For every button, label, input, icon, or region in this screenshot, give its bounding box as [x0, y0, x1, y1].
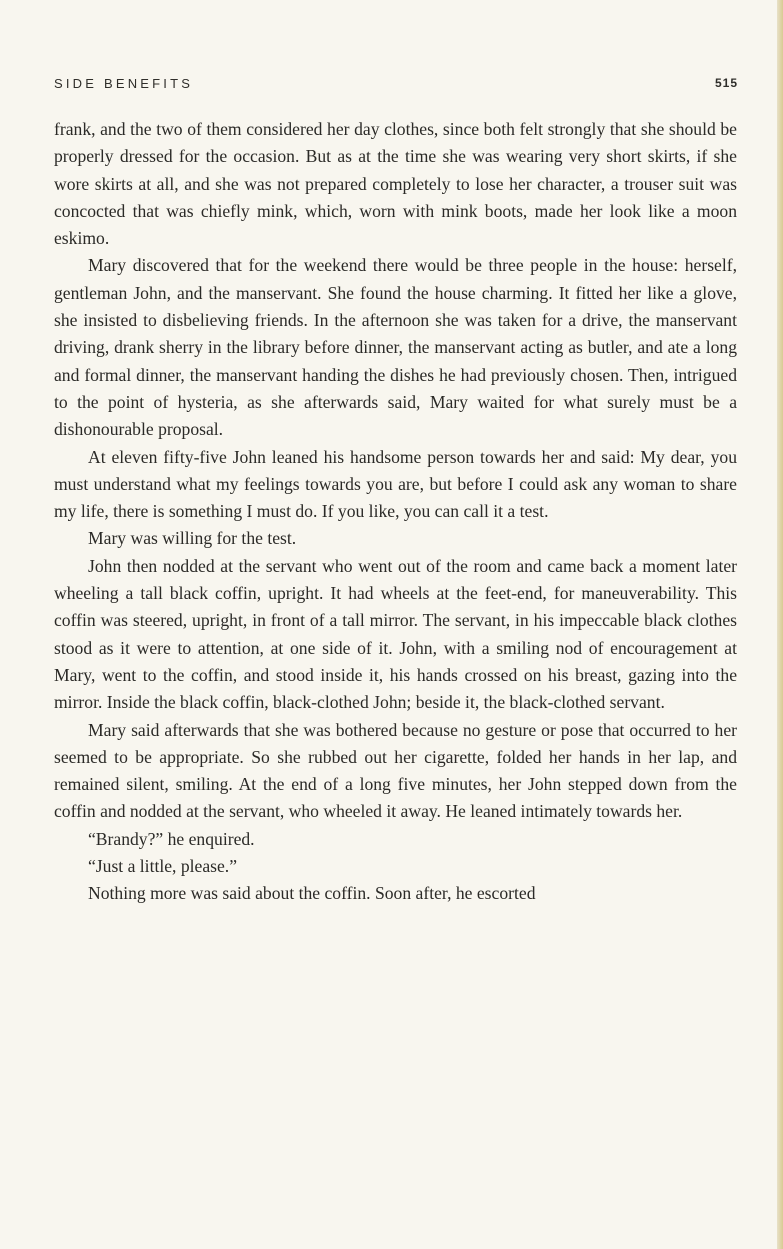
- paragraph: Nothing more was said about the coffin. Soon after, he escorted: [88, 883, 536, 904]
- paragraph: Mary discovered that for the weekend there would be three people in the house: herself, gentleman John, and the manservant. She found the house charming. It fitted her like a glove, she insisted to disbelieving friends. In the afternoon she was taken for a drive, the manservant driving, drank sherry in the library before dinner, the manservant acting as butler, and ate a long and formal dinner, the manservant handing the dishes he had previously chosen. Then, intrigued to the point of hysteria, as she afterwards said, Mary waited for what surely must be a dishonourable proposal.: [54, 255, 737, 440]
- running-head: [54, 76, 738, 96]
- paragraph: Mary said afterwards that she was bothered because no gesture or pose that occurred to her seemed to be appropriate. So she rubbed out her cigarette, folded her hands in her lap, and remained silent, smiling. At the end of a long five minutes, her John stepped down from the coffin and nodded at the servant, who wheeled it away. He leaned intimately towards her.: [54, 719, 737, 822]
- paragraph: John then nodded at the servant who went out of the room and came back a moment later wheeling a tall black coffin, upright. It had wheels at the feet-end, for maneuverability. This coffin was steered, upright, in front of a tall mirror. The servant, in his impeccable black clothes stood as it were to attention, at one side of it. John, with a smiling nod of encouragement at Mary, went to the coffin, and stood inside it, his hands crossed on his breast, gazing into the mirror. Inside the black coffin, black-clothed John; beside it, the black-clothed servant.: [54, 555, 737, 713]
- body-text: [54, 116, 737, 908]
- dialogue-line: “Brandy?” he enquired.: [88, 828, 255, 849]
- page-edge: [777, 0, 783, 1249]
- page-number: 515: [714, 76, 738, 90]
- running-head-title: SIDE BENEFITS: [54, 76, 194, 91]
- dialogue-line: “Just a little, please.”: [88, 856, 238, 877]
- paragraph: frank, and the two of them considered her day clothes, since both felt strongly that she should be properly dressed for the occasion. But as at the time she was wearing very short skirts, if she wore skirts at all, and she was not prepared completely to lose her character, a trouser suit was concocted that was chiefly mink, which, worn with mink boots, made her look like a moon eskimo.: [54, 119, 737, 249]
- paragraph: At eleven fifty-five John leaned his handsome person towards her and said: My dear, you must understand what my feelings towards you are, but before I could ask any woman to share my life, there is something I must do. If you like, you can call it a test.: [54, 446, 737, 522]
- paragraph: Mary was willing for the test.: [88, 528, 297, 549]
